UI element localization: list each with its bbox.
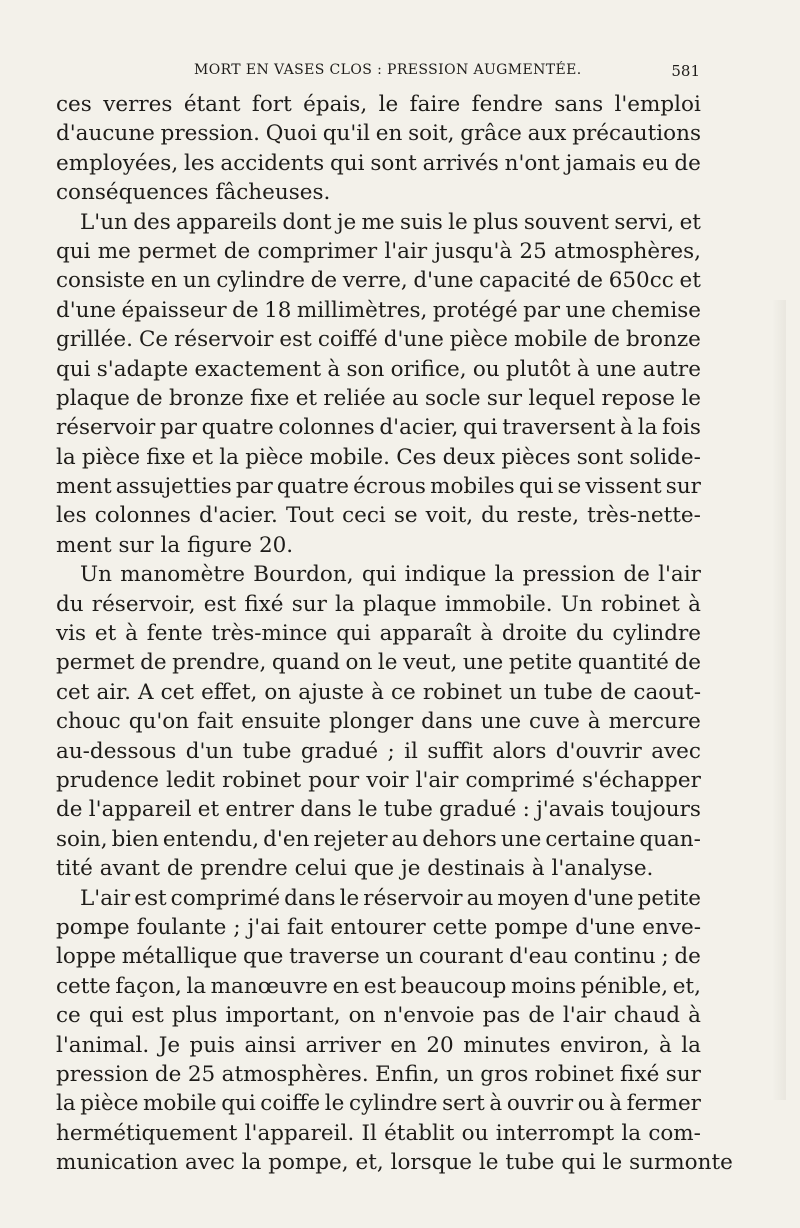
text-line: chouc qu'on fait ensuite plonger dans une cuve à mercure [56, 709, 701, 735]
page-number: 581 [671, 62, 700, 80]
paragraph [56, 884, 733, 1178]
text-line: la pièce fixe et la pièce mobile. Ces deux pièces sont solide- [56, 444, 701, 470]
text-line: de l'appareil et entrer dans le tube gradué : j'avais toujours [56, 797, 701, 823]
text-line: grillée. Ce réservoir est coiffé d'une pièce mobile de bronze [56, 327, 701, 353]
text-line: L'un des appareils dont je me suis le plus souvent servi, et [80, 209, 701, 235]
text-line: munication avec la pompe, et, lorsque le tube qui le surmonte [56, 1150, 733, 1176]
text-line: plaque de bronze fixe et reliée au socle sur lequel repose le [56, 385, 701, 411]
text-line: consiste en un cylindre de verre, d'une capacité de 650cc et [56, 268, 701, 294]
text-line: au-dessous d'un tube gradué ; il suffit alors d'ouvrir avec [56, 738, 701, 764]
text-line: ment sur la figure 20. [56, 532, 294, 558]
text-line: réservoir par quatre colonnes d'acier, qui traversent à la fois [56, 415, 701, 441]
text-line: pompe foulante ; j'ai fait entourer cette pompe d'une enve- [56, 914, 701, 940]
text-line: L'air est comprimé dans le réservoir au moyen d'une petite [80, 885, 701, 911]
text-line: l'animal. Je puis ainsi arriver en 20 minutes environ, à la [56, 1032, 701, 1058]
running-head: MORT EN VASES CLOS : PRESSION AUGMENTÉE. [194, 62, 582, 78]
text-line: du réservoir, est fixé sur la plaque immobile. Un robinet à [56, 591, 701, 617]
text-line: hermétiquement l'appareil. Il établit ou interrompt la com- [56, 1120, 701, 1146]
text-line: loppe métallique que traverse un courant d'eau continu ; de [56, 944, 701, 970]
text-line: permet de prendre, quand on le veut, une petite quantité de [56, 650, 701, 676]
body-text [56, 90, 733, 1177]
text-line: tité avant de prendre celui que je destinais à l'analyse. [56, 856, 654, 882]
text-line: ce qui est plus important, on n'envoie pas de l'air chaud à [56, 1003, 701, 1029]
text-line: conséquences fâcheuses. [56, 180, 331, 206]
text-line: les colonnes d'acier. Tout ceci se voit, du reste, très-nette- [56, 503, 701, 529]
text-line: d'une épaisseur de 18 millimètres, protégé par une chemise [56, 297, 701, 323]
text-line: ces verres étant fort épais, le faire fendre sans l'emploi [56, 92, 701, 117]
text-line: qui s'adapte exactement à son orifice, ou plutôt à une autre [56, 356, 701, 382]
page-header [56, 60, 700, 86]
text-line: employées, les accidents qui sont arrivés n'ont jamais eu de [56, 150, 701, 176]
text-line: cet air. A cet effet, on ajuste à ce robinet un tube de caout- [56, 679, 701, 705]
text-line: Un manomètre Bourdon, qui indique la pression de l'air [80, 562, 701, 588]
page-shadow [772, 300, 786, 1100]
text-line: prudence ledit robinet pour voir l'air comprimé s'échapper [56, 767, 701, 793]
text-line: soin, bien entendu, d'en rejeter au dehors une certaine quan- [56, 826, 701, 852]
paragraph [56, 208, 701, 561]
text-line: qui me permet de comprimer l'air jusqu'à 25 atmosphères, [56, 238, 701, 264]
text-line: cette façon, la manœuvre en est beaucoup moins pénible, et, [56, 973, 701, 999]
text-line: vis et à fente très-mince qui apparaît à droite du cylindre [56, 621, 701, 647]
text-line: d'aucune pression. Quoi qu'il en soit, grâce aux précautions [56, 121, 701, 147]
paragraph [56, 90, 701, 208]
text-line: pression de 25 atmosphères. Enfin, un gros robinet fixé sur [56, 1061, 701, 1087]
paragraph [56, 560, 701, 883]
text-line: ment assujetties par quatre écrous mobiles qui se vissent sur [56, 474, 701, 500]
text-line: la pièce mobile qui coiffe le cylindre sert à ouvrir ou à fermer [56, 1091, 701, 1117]
